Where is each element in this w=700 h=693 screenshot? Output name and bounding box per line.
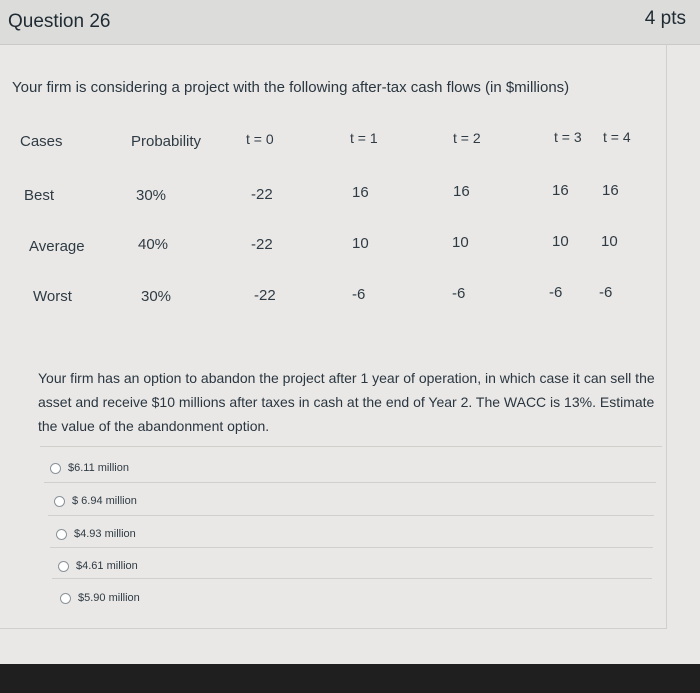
radio-button[interactable] <box>54 496 65 507</box>
row-average-t0: -22 <box>251 236 273 253</box>
radio-button[interactable] <box>56 529 67 540</box>
row-average-case: Average <box>29 238 85 255</box>
row-best-t2: 16 <box>453 183 470 200</box>
answers-divider <box>40 446 662 447</box>
header-t2: t = 2 <box>453 130 481 146</box>
answer-choice-5[interactable] <box>60 592 140 604</box>
radio-button[interactable] <box>58 561 69 572</box>
row-average-t3: 10 <box>552 233 569 250</box>
row-worst-t0: -22 <box>254 287 276 304</box>
abandonment-description: Your firm has an option to abandon the project after 1 year of operation, in which case it can sell the asset and receive $10 millions after taxes in cash at the end of Year 2. The WACC is 13%. Estimate the value of the abandonment option. <box>38 370 655 434</box>
answer-label: $4.93 million <box>74 528 136 540</box>
question-title: Question 26 <box>8 11 111 32</box>
header-cases: Cases <box>20 133 63 150</box>
row-best-t0: -22 <box>251 186 273 203</box>
radio-button[interactable] <box>50 463 61 474</box>
choice-divider <box>50 547 653 548</box>
header-t4: t = 4 <box>603 129 631 145</box>
row-worst-t4: -6 <box>599 284 613 301</box>
choice-divider <box>52 578 652 579</box>
row-best-t4: 16 <box>602 182 619 199</box>
row-worst-t3: -6 <box>549 284 563 301</box>
answer-label: $4.61 million <box>76 560 138 572</box>
row-best-t1: 16 <box>352 184 369 201</box>
header-probability: Probability <box>131 133 202 150</box>
header-t3: t = 3 <box>554 129 582 145</box>
question-points: 4 pts <box>644 8 686 29</box>
answer-choice-1[interactable] <box>50 462 129 474</box>
question-prompt: Your firm is considering a project with the following after-tax cash flows (in $millions) <box>12 79 570 96</box>
answer-label: $ 6.94 million <box>72 495 137 507</box>
row-best-probability: 30% <box>136 187 167 204</box>
answer-choice-2[interactable] <box>54 495 137 507</box>
row-average-t2: 10 <box>452 234 469 251</box>
answer-label: $6.11 million <box>68 462 129 474</box>
row-average-t4: 10 <box>601 233 618 250</box>
row-average-probability: 40% <box>138 236 169 253</box>
answer-label: $5.90 million <box>78 592 140 604</box>
header-t0: t = 0 <box>246 131 274 147</box>
answer-choice-3[interactable] <box>56 528 136 540</box>
radio-button[interactable] <box>60 593 71 604</box>
row-worst-case: Worst <box>33 288 72 305</box>
header-t1: t = 1 <box>350 130 378 146</box>
answer-choice-4[interactable] <box>58 560 138 572</box>
row-best-case: Best <box>24 187 55 204</box>
row-best-t3: 16 <box>552 182 569 199</box>
choice-divider <box>48 515 654 516</box>
row-worst-t2: -6 <box>452 285 466 302</box>
bottom-bar <box>0 664 700 693</box>
row-average-t1: 10 <box>352 235 369 252</box>
question-header <box>0 0 700 45</box>
row-worst-probability: 30% <box>141 288 172 305</box>
choice-divider <box>44 482 656 483</box>
row-worst-t1: -6 <box>352 286 366 303</box>
